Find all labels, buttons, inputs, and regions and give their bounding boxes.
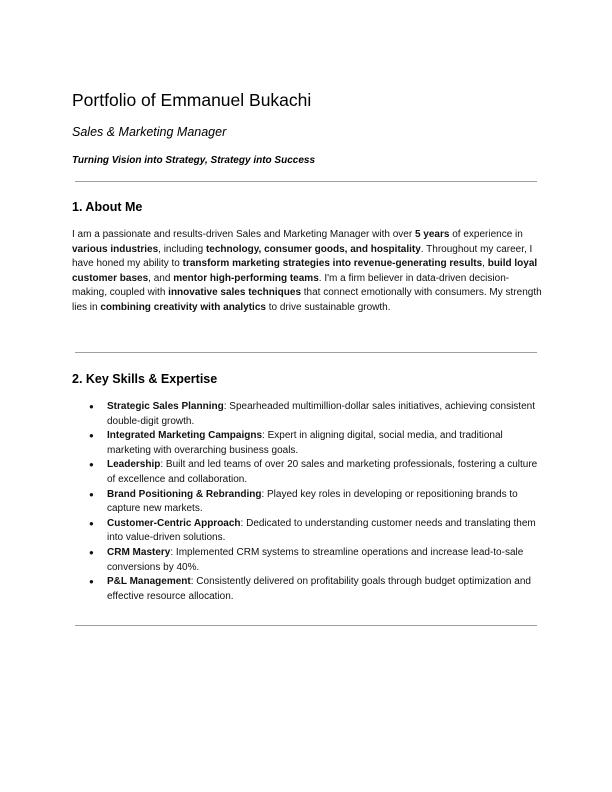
about-segment-bold: transform marketing strategies into revenue-generating results <box>182 258 483 270</box>
about-segment: , and <box>148 272 174 284</box>
skill-description: : Consistently delivered on profitability goals through budget optimization and effective resource allocation. <box>107 576 531 602</box>
skill-item <box>72 517 542 546</box>
skill-description: : Implemented CRM systems to streamline operations and increase lead-to-sale conversions by 40%. <box>107 546 524 573</box>
skill-description: : Played key roles in developing or repositioning brands to capture new markets. <box>107 488 518 515</box>
job-title: Sales & Marketing Manager <box>72 125 227 139</box>
skill-label: Brand Positioning & Rebranding <box>107 488 262 500</box>
about-heading: 1. About Me <box>72 200 143 214</box>
skill-label: Strategic Sales Planning <box>107 401 224 412</box>
about-segment: to drive sustainable growth. <box>265 301 391 313</box>
about-segment-bold: combining creativity with analytics <box>100 301 266 313</box>
skill-label: Customer-Centric Approach <box>107 517 241 529</box>
skills-heading: 2. Key Skills & Expertise <box>72 372 218 386</box>
skill-label: CRM Mastery <box>107 546 171 558</box>
skill-label: Integrated Marketing Campaigns <box>107 430 263 442</box>
about-segment: . I'm a firm believer in data-driven decision-making, coupled with <box>72 272 510 299</box>
skill-item <box>72 400 542 429</box>
skills-list <box>72 400 542 604</box>
about-segment: that connect emotionally with consumers. My strength lies in <box>72 287 542 313</box>
skill-item <box>72 429 542 458</box>
about-segment-bold: mentor high-performing teams <box>173 272 319 284</box>
tagline: Turning Vision into Strategy, Strategy into Success <box>72 155 316 166</box>
divider <box>75 181 537 182</box>
about-segment: , including <box>158 243 206 255</box>
skill-item <box>72 488 542 517</box>
about-segment-bold: various industries <box>72 243 159 255</box>
skill-description: : Expert in aligning digital, social media, and traditional marketing with overarching business goals. <box>107 430 503 456</box>
skill-description: : Dedicated to understanding customer needs and translating them into value-driven solutions. <box>107 517 536 544</box>
about-segment-bold: technology, consumer goods, and hospitality <box>205 243 421 255</box>
about-segment-bold: innovative sales techniques <box>168 287 301 299</box>
about-segment-bold: 5 years <box>414 229 450 240</box>
about-segment-bold: build loyal customer bases <box>72 258 538 284</box>
skill-item <box>72 458 542 487</box>
divider <box>75 625 537 626</box>
about-segment: I am a passionate and results-driven Sales and Marketing Manager with over <box>72 229 415 240</box>
divider <box>75 352 537 353</box>
about-paragraph <box>72 228 542 316</box>
skill-label: P&L Management <box>107 576 191 588</box>
about-segment: , <box>482 258 488 270</box>
skill-description: : Built and led teams of over 20 sales and marketing professionals, fostering a culture of excellence and collaboration. <box>107 459 538 485</box>
skill-item <box>72 575 542 604</box>
skill-label: Leadership <box>107 459 161 471</box>
skill-description: : Spearheaded multimillion-dollar sales initiatives, achieving consistent double-digit growth. <box>107 401 535 427</box>
about-segment: of experience in <box>449 229 523 240</box>
skill-item <box>72 546 542 575</box>
about-segment: . Throughout my career, I have honed my ability to <box>72 243 533 270</box>
page-title: Portfolio of Emmanuel Bukachi <box>72 90 312 110</box>
